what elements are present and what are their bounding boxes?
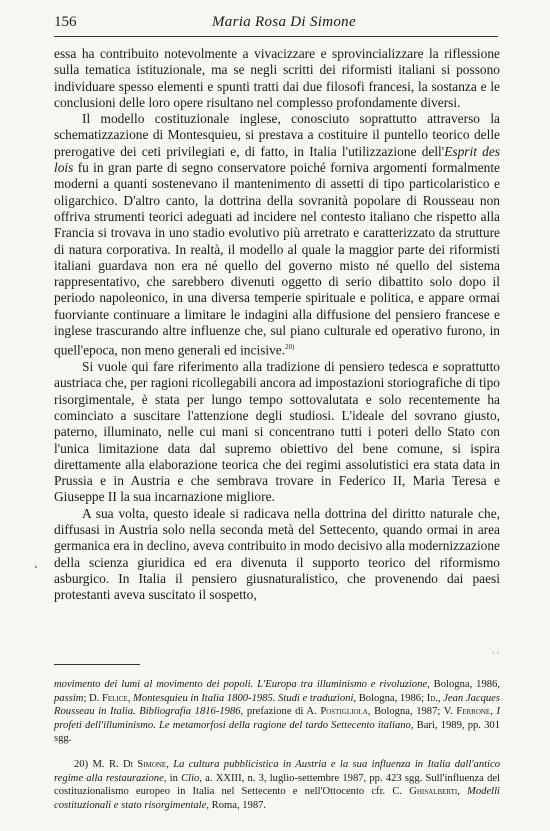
fn-20-text-2: , in bbox=[163, 772, 182, 784]
fn-a-text-1: , Bologna, 1986, bbox=[427, 679, 500, 690]
fn-20-title-1: La cultura pubblicistica in Austria e la sua influenza in Italia dall'antico regime alla restaurazione bbox=[54, 758, 501, 784]
footnote-20 bbox=[54, 758, 500, 812]
fn-20-author: M. R. Di Simone bbox=[92, 758, 167, 770]
fn-a-author-felice: Felice bbox=[101, 692, 128, 704]
paragraph-2 bbox=[54, 111, 500, 359]
main-text bbox=[54, 46, 500, 604]
footnote-continuation bbox=[54, 678, 500, 746]
paragraph-1: essa ha contribuito notevolmente a vivacizzare e sprovincializzare la riflessione sulla tematica istituzionale, ma se negli scritti dei riformisti italiani si possono individuare spesso elementi e spunti tratti dai due filosofi francesi, la sostanza e le conclusioni delle loro opere risultano nel complesso profondamente diversi. bbox=[54, 46, 500, 110]
fn-20-journal: Clio bbox=[181, 772, 200, 784]
fn-20-number: 20) bbox=[74, 758, 93, 770]
footnote-ref-20: 20) bbox=[285, 343, 295, 352]
fn-a-title-3: Jean Jacques Rousseau in Italia. Bibliografia 1816-1986 bbox=[54, 692, 500, 718]
fn-a-text-2: ; D. bbox=[83, 692, 102, 704]
footnote-gap bbox=[54, 746, 500, 758]
page-number: 156 bbox=[54, 14, 77, 30]
tick-mark: ‘ ‘ bbox=[492, 650, 500, 659]
paragraph-3: Si vuole qui fare riferimento alla tradizione di pensiero tedesca e soprattutto austriaca che, per ragioni ricollegabili ancora ad impostazioni storiografiche di tipo risorgimentale, è stata per lungo tempo sottovalutata e solo recentemente ha cominciato a suscitare l'attenzione degli studiosi. L'ideale del sovrano giusto, paterno, illuminato, nelle cui mani si concentrano tutti i poteri dello Stato con l'unica limitazione data dal supremo obiettivo del bene comune, si ispira direttamente alla elaborazione teorica che dei regimi assolutistici era stata data in Prussia e in Austria e che sembrava trovare in Federico II, Maria Teresa e Giuseppe II la sua incarnazione migliore. bbox=[54, 359, 500, 505]
page-header bbox=[54, 10, 498, 37]
fn-20-title-2: Modelli costituzionali e stato risorgimentale bbox=[54, 786, 500, 811]
fn-20-text-4: , bbox=[457, 786, 468, 798]
footnotes bbox=[54, 678, 500, 812]
paragraph-2-text-a: Il modello costituzionale inglese, conosciuto soprattutto attraverso la schematizzazione di Montesquieu, si prestava a costituire il puntello teorico delle prerogative dei ceti privilegiati e, di fatto, in Italia l'utilizzazione dell' bbox=[54, 111, 500, 159]
fn-a-text-7: , Bologna, 1987; V. bbox=[367, 706, 457, 718]
running-title: Maria Rosa Di Simone bbox=[212, 14, 356, 30]
paragraph-2-text-b: fu in gran parte di segno conservatore poiché forniva argomenti formalmente moderni a quanti sostenevano il mantenimento di assetti di tipo particolaristico e oligarchico. D'altro canto, la dottrina della sovranità popolare di Rousseau non offriva strumenti teorici adeguati ad incidere nel contesto italiano che rispetto alla Francia si trovava in uno stadio evolutivo più arretrato e caratterizzato da strutture di natura corporativa. In realtà, il modello al quale la maggior parte dei riformisti italiani guardava non era né quello del governo misto né quello del sistema rappresentativo, che sarebbero divenuti oggetto di serio dibattito solo dopo il periodo napoleonico, in una diversa temperie spirituale e politica, e appare ormai fuorviante continuare a limitare le indagini alla diffusione del pensiero francese e inglese trascurando altre influenze che, sul piano culturale ed operativo furono, in quell'epoca, non meno generali ed incisive. bbox=[54, 160, 500, 358]
stray-mark: ‘ bbox=[34, 562, 38, 576]
fn-a-passim: passim bbox=[54, 692, 84, 704]
fn-a-author-postigliola: Postigliola bbox=[320, 706, 368, 718]
paragraph-4: A sua volta, questo ideale si radicava nella dottrina del diritto naturale che, diffusasi in Austria solo nella seconda metà del Settecento, quando ormai in area germanica era in declino, aveva contribuito in modo decisivo alla modernizzazione della scienza giuridica ed era divenuta il supporto teorico del riformismo asburgico. In Italia il pensiero giusnaturalistico, che provenendo dai paesi protestanti aveva suscitato il sospetto, bbox=[54, 505, 500, 603]
fn-a-title-4: I profeti dell'illuminismo. Le metamorfosi della ragione del tardo Settecento italiano bbox=[54, 706, 501, 731]
fn-a-text-5: , bbox=[437, 692, 444, 704]
fn-a-title-2: Montesquieu in Italia 1800-1985. Studi e traduzioni bbox=[133, 692, 354, 704]
fn-a-text-6: , prefazione di A. bbox=[240, 706, 321, 718]
fn-20-text-5: , Roma, 1987. bbox=[206, 799, 267, 811]
fn-a-ibid: Id. bbox=[426, 692, 438, 704]
fn-a-text-9: , Bari, 1989, pp. 301 sgg. bbox=[54, 719, 500, 745]
fn-20-text-3: , a. XXIII, n. 3, luglio-settembre 1987, pp. 423 sgg. Sull'influenza del costituzionalismo europeo in Italia nel Settecento e nell'Ottocento cfr. C. bbox=[54, 772, 501, 798]
fn-a-text-8: , bbox=[490, 706, 497, 718]
fn-a-author-ferrone: Ferrone bbox=[456, 706, 491, 718]
fn-20-author-ghisalberti: Ghisalberti bbox=[409, 786, 458, 798]
fn-a-text-4: , Bologna, 1986; bbox=[353, 692, 427, 704]
fn-a-title-1: movimento dei lumi al movimento dei popoli. L'Europa tra illuminismo e rivoluzione bbox=[54, 679, 428, 690]
footnote-rule bbox=[54, 664, 140, 665]
fn-20-text-1: , bbox=[166, 758, 174, 770]
work-title-esprit-des-lois: Esprit des lois bbox=[54, 143, 500, 176]
fn-a-text-3: , bbox=[127, 692, 134, 704]
